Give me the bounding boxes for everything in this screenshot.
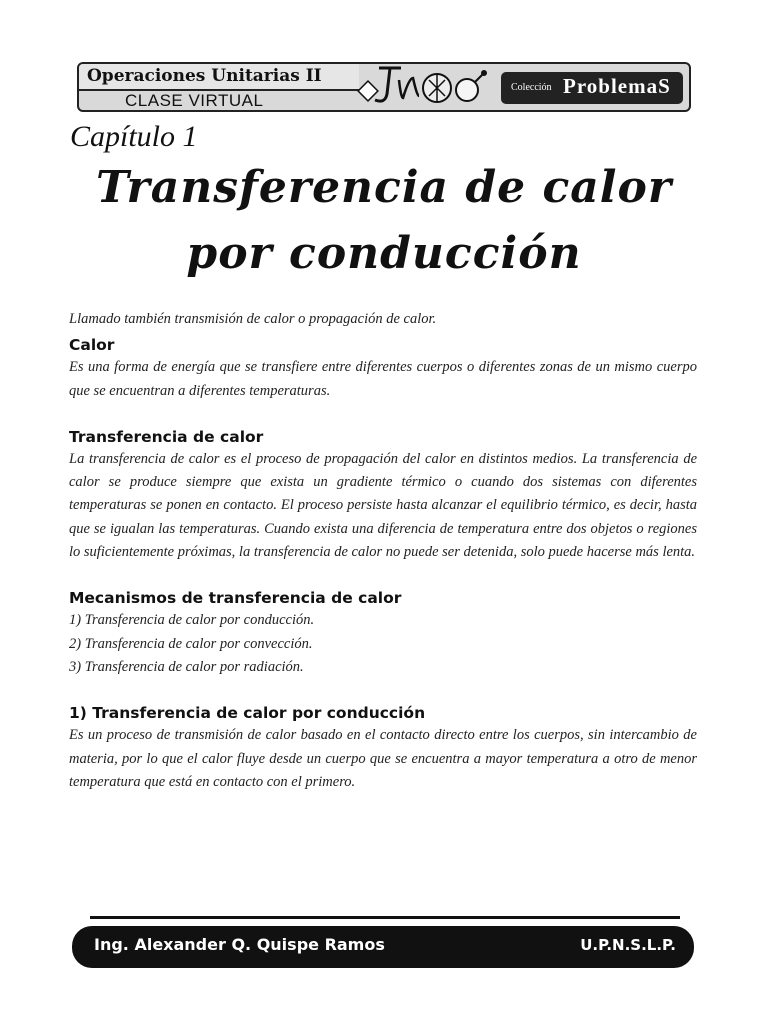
footer-bar [72, 926, 694, 968]
list-item: 3) Transferencia de calor por radiación. [69, 658, 304, 675]
header-banner [77, 62, 691, 112]
list-item: 1) Transferencia de calor por conducción. [69, 612, 315, 629]
collection-badge [501, 72, 683, 104]
university-name: U.P.N.S.L.P. [580, 936, 676, 954]
section-text-transferencia: La transferencia de calor es el proceso de propagación del calor en distintos medios. La transferencia de calor se produce siempre que exista un gradiente térmico o cuando dos sistemas con diferentes temperaturas se ponen en contacto. El proceso persiste hasta alcanzar el equilibrio térmico, es decir, hasta que se igualan las temperaturas. Cuando exista una diferencia de temperatura entre dos objetos o regiones lo suficientemente próximas, la transferencia de calor no puede ser detenida, solo puede hacerse más lenta. [69, 450, 697, 561]
logo-icon [357, 64, 497, 110]
course-title: Operaciones Unitarias II [87, 66, 322, 86]
section-heading-conduccion: 1) Transferencia de calor por conducción [69, 704, 426, 723]
page-title-line2: por conducción [186, 228, 582, 279]
section-text-conduccion: Es un proceso de transmisión de calor basado en el contacto directo entre los cuerpos, sin intercambio de materia, por lo que el calor fluye desde un cuerpo que se encuentra a mayor temperatura a otro de menor temperatura que está en contacto con el primero. [69, 727, 697, 790]
document-body [69, 308, 697, 794]
collection-name: ProblemaS [563, 74, 671, 98]
class-subtitle: CLASE VIRTUAL [125, 91, 264, 110]
page-title-line1: Transferencia de calor [95, 162, 673, 213]
section-heading-mecanismos: Mecanismos de transferencia de calor [69, 589, 402, 608]
list-item: 2) Transferencia de calor por convección. [69, 635, 313, 652]
footer-divider [90, 916, 680, 919]
section-heading-calor: Calor [69, 336, 115, 355]
collection-label: Colección [511, 82, 552, 93]
section-text-calor: Es una forma de energía que se transfiere entre diferentes cuerpos o diferentes zonas de un mismo cuerpo que se encuentran a diferentes temperaturas. [69, 359, 697, 399]
chapter-label: Capítulo 1 [70, 120, 198, 153]
logo-emblem [357, 64, 497, 110]
intro-text: Llamado también transmisión de calor o propagación de calor. [69, 311, 437, 327]
section-heading-transferencia: Transferencia de calor [69, 427, 264, 446]
author-name: Ing. Alexander Q. Quispe Ramos [94, 935, 385, 954]
